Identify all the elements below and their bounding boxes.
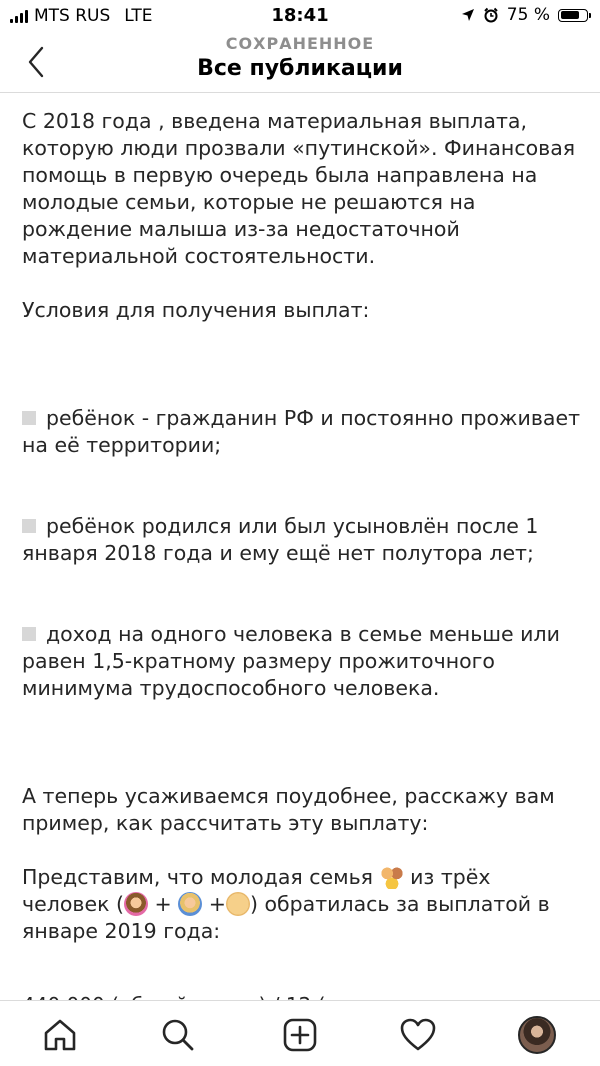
man-emoji-icon <box>178 892 202 916</box>
example-paragraph: Представим, что молодая семья из трёх человек ( + + ) обратилась за выплатой в январе 2019 года: <box>22 865 557 943</box>
bottom-tab-bar <box>0 1000 600 1066</box>
baby-emoji-icon <box>226 892 250 916</box>
conditions-heading: Условия для получения выплат: <box>22 298 370 322</box>
gray-square-icon <box>22 627 36 641</box>
income-list <box>22 945 582 998</box>
search-icon <box>158 1015 198 1055</box>
gray-square-icon <box>22 519 36 533</box>
woman-emoji-icon <box>124 892 148 916</box>
status-right <box>461 5 588 25</box>
condition-item: ребёнок родился или был усыновлён после 1 января 2018 года и ему ещё нет полутора лет; <box>22 514 545 565</box>
condition-item: доход на одного человека в семье меньше или равен 1,5-кратному размеру прожиточного минимума трудоспособного человека. <box>22 622 567 700</box>
status-bar <box>0 0 600 30</box>
tab-new-post[interactable] <box>280 1015 320 1055</box>
heart-icon <box>398 1015 438 1055</box>
post-caption <box>22 108 582 998</box>
condition-item: ребёнок - гражданин РФ и постоянно проживает на её территории; <box>22 406 581 457</box>
gray-square-icon <box>22 411 36 425</box>
tab-search[interactable] <box>158 1015 198 1055</box>
screen-header <box>0 30 600 93</box>
page-title: Все публикации <box>197 56 403 81</box>
alarm-clock-icon <box>483 7 499 23</box>
tab-home[interactable] <box>40 1015 80 1055</box>
carrier-name: MTS RUS <box>34 6 111 26</box>
home-icon <box>40 1015 80 1055</box>
intro-paragraph: С 2018 года , введена материальная выплата, которую люди прозвали «путинской». Финансовая помощь в первую очередь была направлена на молодые семьи, которые не решаются на рождение малыша из-за недостаточной материальной состоятельности. <box>22 109 582 268</box>
header-subtitle: СОХРАНЕННОЕ <box>225 34 375 53</box>
profile-avatar[interactable] <box>518 1016 556 1054</box>
battery-level-fill <box>561 11 579 19</box>
clock: 18:41 <box>271 5 329 26</box>
family-emoji-icon <box>380 865 404 889</box>
tab-activity[interactable] <box>398 1015 438 1055</box>
battery-percent: 75 % <box>506 5 550 25</box>
location-arrow-icon <box>461 8 475 22</box>
network-type: LTE <box>124 6 153 26</box>
conditions-list <box>22 351 582 756</box>
transition-paragraph: А теперь усаживаемся поудобнее, расскажу вам пример, как рассчитать эту выплату: <box>22 784 562 835</box>
add-post-icon <box>280 1015 320 1055</box>
battery-icon <box>558 9 588 22</box>
